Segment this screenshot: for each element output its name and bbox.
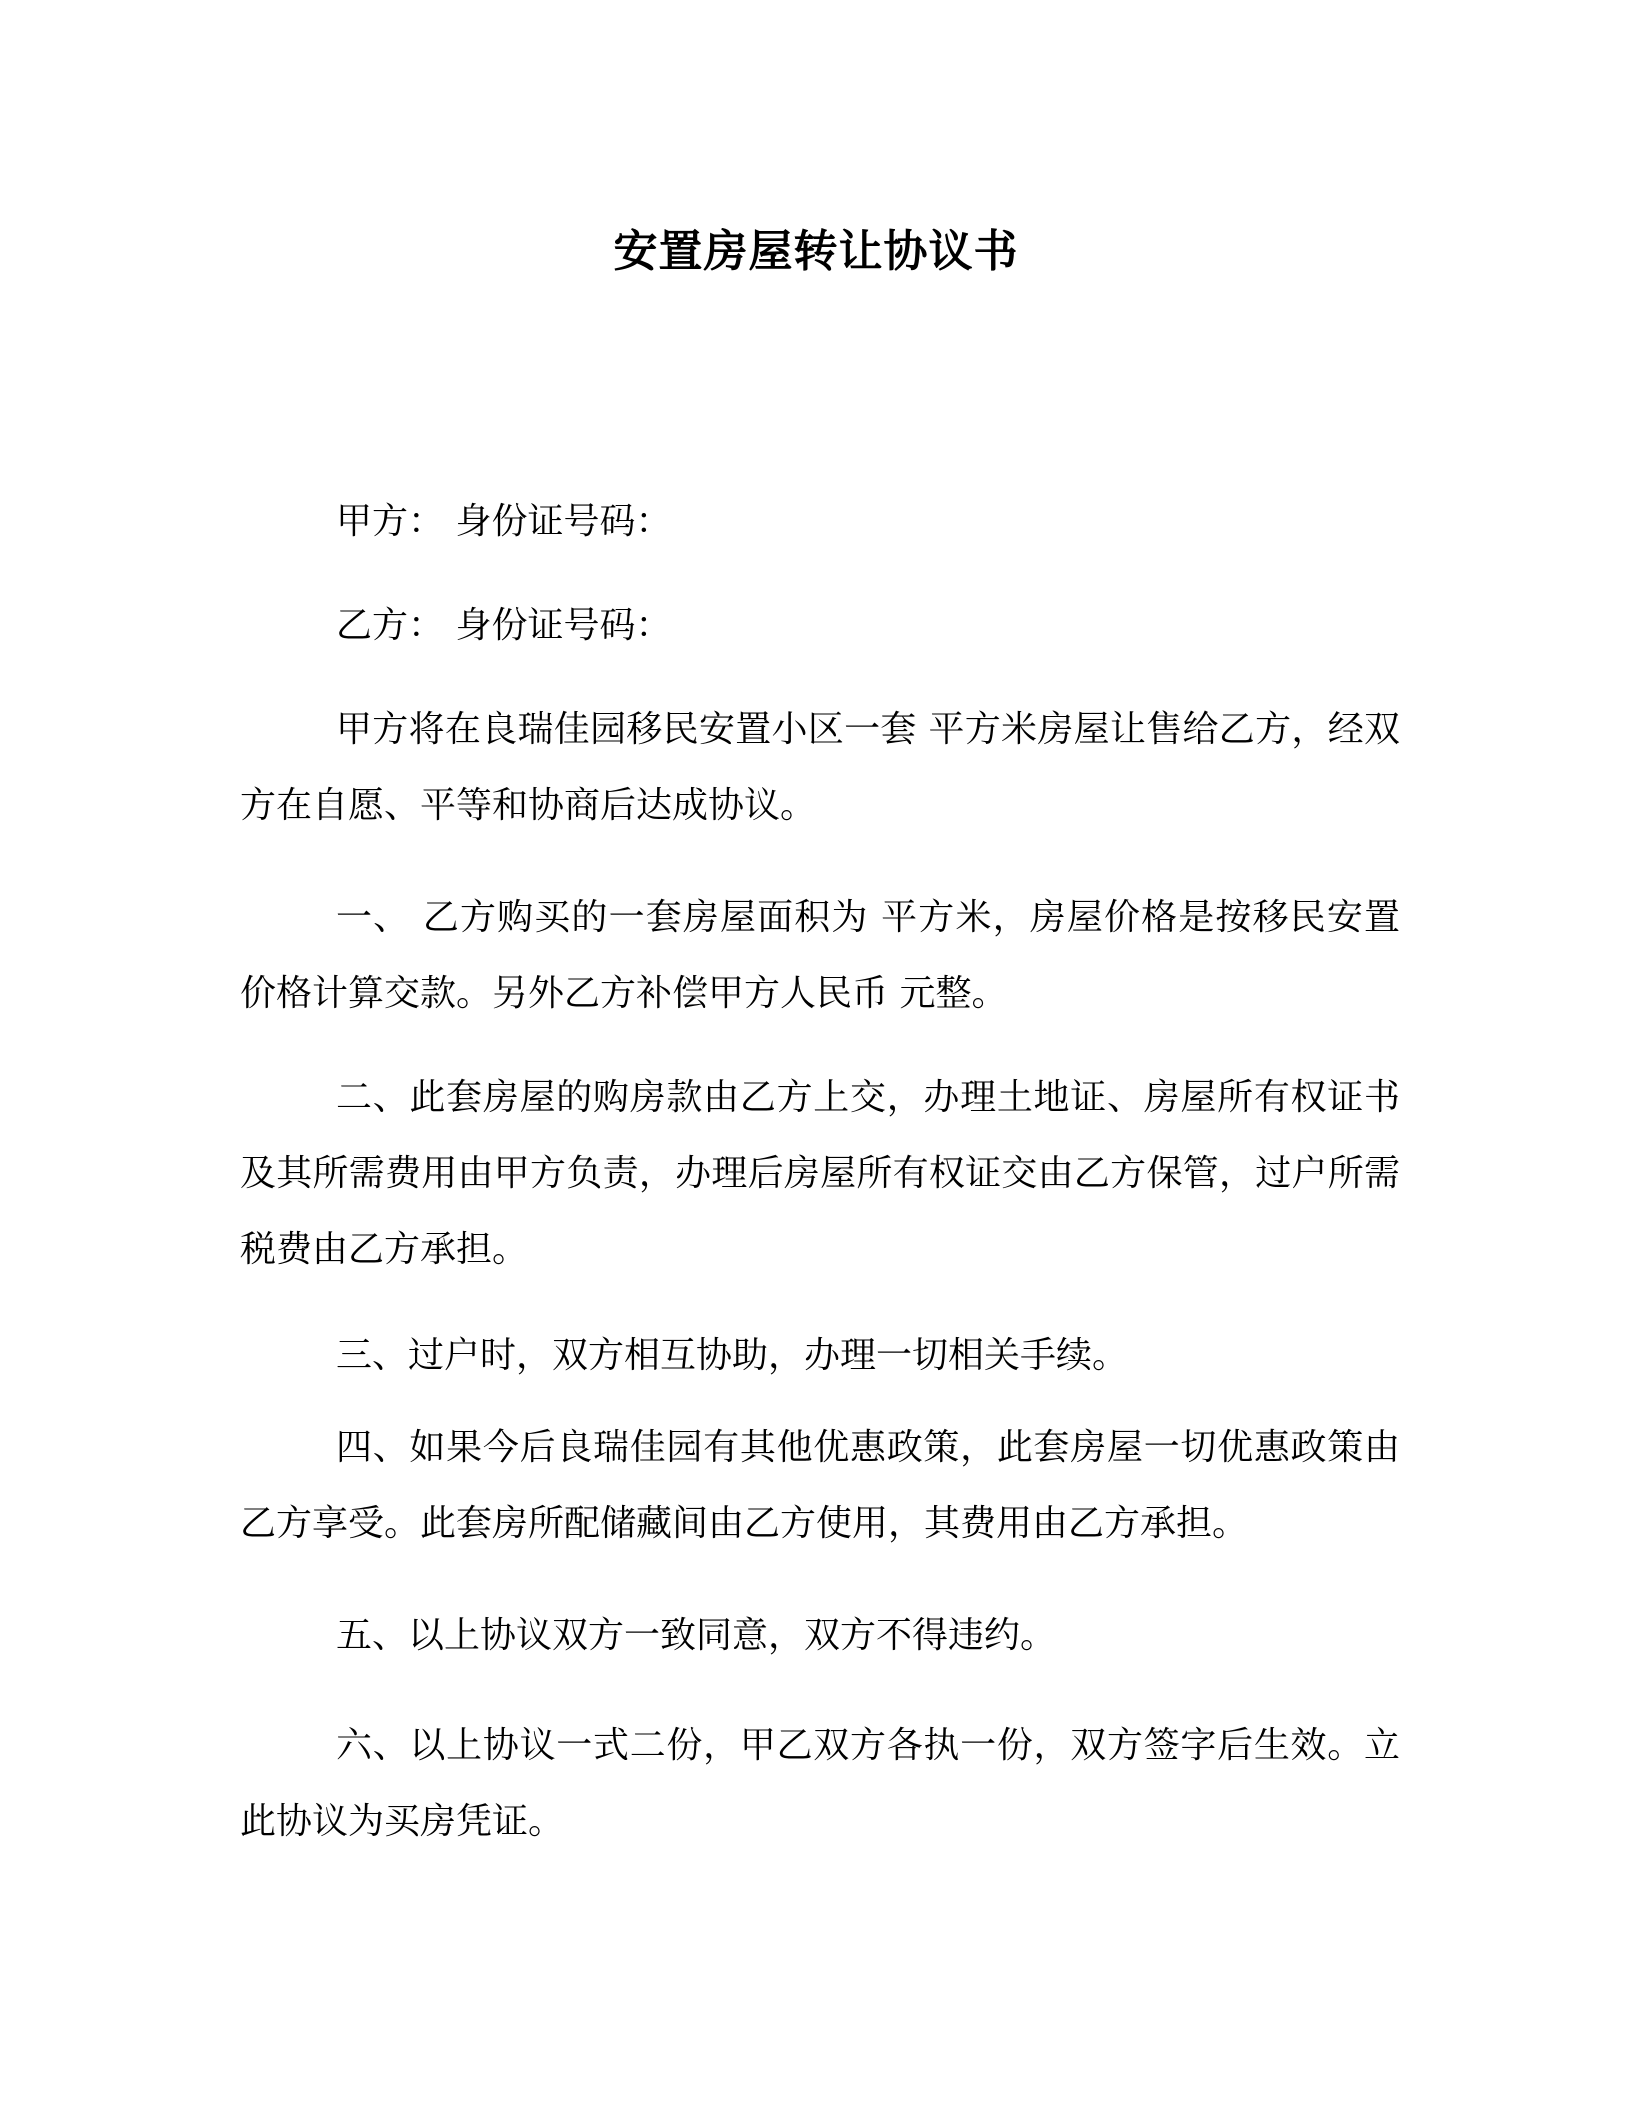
party-b-line: 乙方： 身份证号码： — [336, 605, 672, 646]
party-a-line: 甲方： 身份证号码： — [336, 501, 672, 542]
clause-4: 四、如果今后良瑞佳园有其他优惠政策，此套房屋一切优惠政策由乙方享受。此套房所配储藏间由乙方使用，其费用由乙方承担。 — [240, 1427, 1400, 1544]
clause-5: 五、以上协议双方一致同意，双方不得违约。 — [336, 1615, 1057, 1656]
clause-3: 三、过户时，双方相互协助，办理一切相关手续。 — [336, 1335, 1129, 1376]
clause-2: 二、此套房屋的购房款由乙方上交，办理土地证、房屋所有权证书及其所需费用由甲方负责，办理后房屋所有权证交由乙方保管，过户所需税费由乙方承担。 — [240, 1077, 1400, 1270]
clause-6: 六、以上协议一式二份，甲乙双方各执一份，双方签字后生效。立此协议为买房凭证。 — [240, 1725, 1400, 1842]
intro-paragraph: 甲方将在良瑞佳园移民安置小区一套 平方米房屋让售给乙方，经双方在自愿、平等和协商后达成协议。 — [240, 709, 1400, 826]
clause-1: 一、 乙方购买的一套房屋面积为 平方米，房屋价格是按移民安置价格计算交款。另外乙方补偿甲方人民币 元整。 — [240, 897, 1400, 1014]
document-title: 安置房屋转让协议书 — [613, 226, 1019, 277]
